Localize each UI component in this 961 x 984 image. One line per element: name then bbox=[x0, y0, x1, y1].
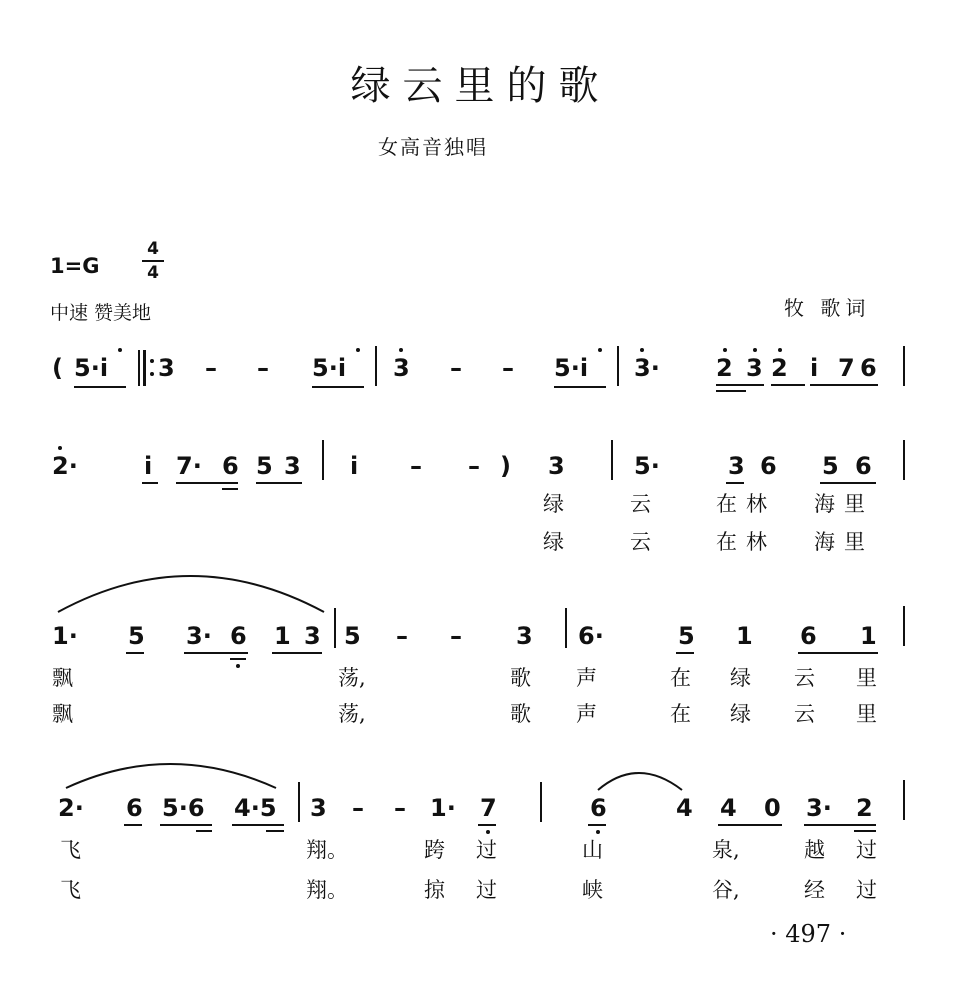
note: 3 bbox=[516, 622, 533, 650]
note: 2· bbox=[52, 452, 78, 480]
lyric: 海里 bbox=[814, 492, 874, 516]
lyric: 峡 bbox=[582, 878, 603, 902]
note: 7· bbox=[176, 452, 202, 480]
note: 6 bbox=[590, 794, 607, 822]
note: 4 bbox=[720, 794, 737, 822]
barline bbox=[298, 782, 300, 822]
note: 7 bbox=[838, 354, 855, 382]
lyricist-credit: 牧 歌词 bbox=[784, 296, 871, 320]
lyric: 绿 bbox=[543, 492, 564, 516]
note: 1 bbox=[736, 622, 753, 650]
lyric: 越 bbox=[804, 838, 825, 862]
lyric: 里 bbox=[856, 666, 877, 690]
lyric: 过 bbox=[856, 838, 877, 862]
note: i bbox=[350, 452, 359, 480]
lyric: 绿 bbox=[543, 530, 564, 554]
note: 2· bbox=[58, 794, 84, 822]
note: 2 bbox=[771, 354, 788, 382]
key-signature: 1=G bbox=[50, 254, 100, 278]
lyric: 云 bbox=[794, 702, 815, 726]
note: 5· bbox=[634, 452, 660, 480]
lyric: 翔。 bbox=[306, 838, 348, 862]
lyric: 飞 bbox=[60, 838, 81, 862]
note: 3 bbox=[284, 452, 301, 480]
note: 6 bbox=[126, 794, 143, 822]
note: ( bbox=[52, 354, 63, 382]
lyric: 云 bbox=[794, 666, 815, 690]
note: 6 bbox=[855, 452, 872, 480]
dash: – bbox=[502, 354, 514, 382]
dash: – bbox=[410, 452, 422, 480]
note: 5 bbox=[256, 452, 273, 480]
note: 3 bbox=[393, 354, 410, 382]
note: 1· bbox=[430, 794, 456, 822]
note: 5·i bbox=[554, 354, 589, 382]
underline bbox=[588, 824, 606, 826]
lyric: 在 bbox=[670, 702, 691, 726]
note: 4 bbox=[676, 794, 693, 822]
lyric: 在 bbox=[670, 666, 691, 690]
underline bbox=[718, 824, 782, 826]
dash: – bbox=[205, 354, 217, 382]
note: 3 bbox=[310, 794, 327, 822]
lyric: 山 bbox=[582, 838, 603, 862]
note: 5·i bbox=[312, 354, 347, 382]
note: 3· bbox=[186, 622, 212, 650]
note: 5 bbox=[678, 622, 695, 650]
dash: – bbox=[257, 354, 269, 382]
note: 3 bbox=[158, 354, 175, 382]
lyric: 荡, bbox=[338, 666, 366, 690]
lyric: 歌 bbox=[510, 702, 531, 726]
barline bbox=[540, 782, 542, 822]
note: 2 bbox=[856, 794, 873, 822]
lyric: 声 bbox=[576, 702, 597, 726]
note: 1 bbox=[274, 622, 291, 650]
underline bbox=[854, 830, 876, 832]
lyric: 在林 bbox=[716, 530, 776, 554]
lyric: 过 bbox=[476, 838, 497, 862]
lyric: 飘 bbox=[52, 702, 73, 726]
lyric: 歌 bbox=[510, 666, 531, 690]
song-title: 绿云里的歌 bbox=[350, 63, 611, 109]
note: 3 bbox=[548, 452, 565, 480]
tempo-marking: 中速 赞美地 bbox=[50, 302, 152, 324]
time-signature-bottom: 4 bbox=[147, 263, 159, 283]
underline bbox=[124, 824, 142, 826]
underline bbox=[196, 830, 212, 832]
lyric: 飘 bbox=[52, 666, 73, 690]
note: 5·i bbox=[74, 354, 109, 382]
dash: – bbox=[450, 622, 462, 650]
barline bbox=[903, 780, 905, 820]
dash: – bbox=[396, 622, 408, 650]
note: i bbox=[144, 452, 153, 480]
note: 6· bbox=[578, 622, 604, 650]
lyric: 谷, bbox=[712, 878, 740, 902]
bracket: ) bbox=[500, 452, 511, 480]
note: 5·6 bbox=[162, 794, 205, 822]
lyric: 在林 bbox=[716, 492, 776, 516]
note: 6 bbox=[800, 622, 817, 650]
time-signature-top: 4 bbox=[142, 240, 164, 262]
lyric: 云 bbox=[630, 492, 651, 516]
underline bbox=[160, 824, 212, 826]
note: 3· bbox=[634, 354, 660, 382]
underline bbox=[804, 824, 876, 826]
note: 1· bbox=[52, 622, 78, 650]
note: 4·5 bbox=[234, 794, 277, 822]
note: 1 bbox=[860, 622, 877, 650]
lyric: 飞 bbox=[60, 878, 81, 902]
lyric: 经 bbox=[804, 878, 825, 902]
lyric: 荡, bbox=[338, 702, 366, 726]
lyric: 过 bbox=[856, 878, 877, 902]
lyric: 里 bbox=[856, 702, 877, 726]
note: 3 bbox=[728, 452, 745, 480]
lyric: 过 bbox=[476, 878, 497, 902]
lyric: 掠 bbox=[424, 878, 445, 902]
note: 6 bbox=[222, 452, 239, 480]
dash: – bbox=[394, 794, 406, 822]
lyric: 翔。 bbox=[306, 878, 348, 902]
lyric: 声 bbox=[576, 666, 597, 690]
rest: 0 bbox=[764, 794, 781, 822]
note: 5 bbox=[344, 622, 361, 650]
note: i bbox=[810, 354, 819, 382]
lyric: 跨 bbox=[424, 838, 445, 862]
underline bbox=[232, 824, 284, 826]
dash: – bbox=[450, 354, 462, 382]
lyric: 绿 bbox=[730, 666, 751, 690]
note: 3· bbox=[806, 794, 832, 822]
page-number: · 497 · bbox=[770, 920, 847, 948]
note: 5 bbox=[128, 622, 145, 650]
note: 3 bbox=[304, 622, 321, 650]
lyric: 泉, bbox=[712, 838, 740, 862]
note: 5 bbox=[822, 452, 839, 480]
note: 7 bbox=[480, 794, 497, 822]
dash: – bbox=[468, 452, 480, 480]
note: 6 bbox=[230, 622, 247, 650]
dash: – bbox=[352, 794, 364, 822]
note: 6 bbox=[860, 354, 877, 382]
lyric: 绿 bbox=[730, 702, 751, 726]
note: 2 bbox=[716, 354, 733, 382]
underline bbox=[478, 824, 496, 826]
lyric: 海里 bbox=[814, 530, 874, 554]
underline bbox=[266, 830, 284, 832]
note: 3 bbox=[746, 354, 763, 382]
note: 6 bbox=[760, 452, 777, 480]
song-subtitle: 女高音独唱 bbox=[378, 135, 488, 159]
lyric: 云 bbox=[630, 530, 651, 554]
